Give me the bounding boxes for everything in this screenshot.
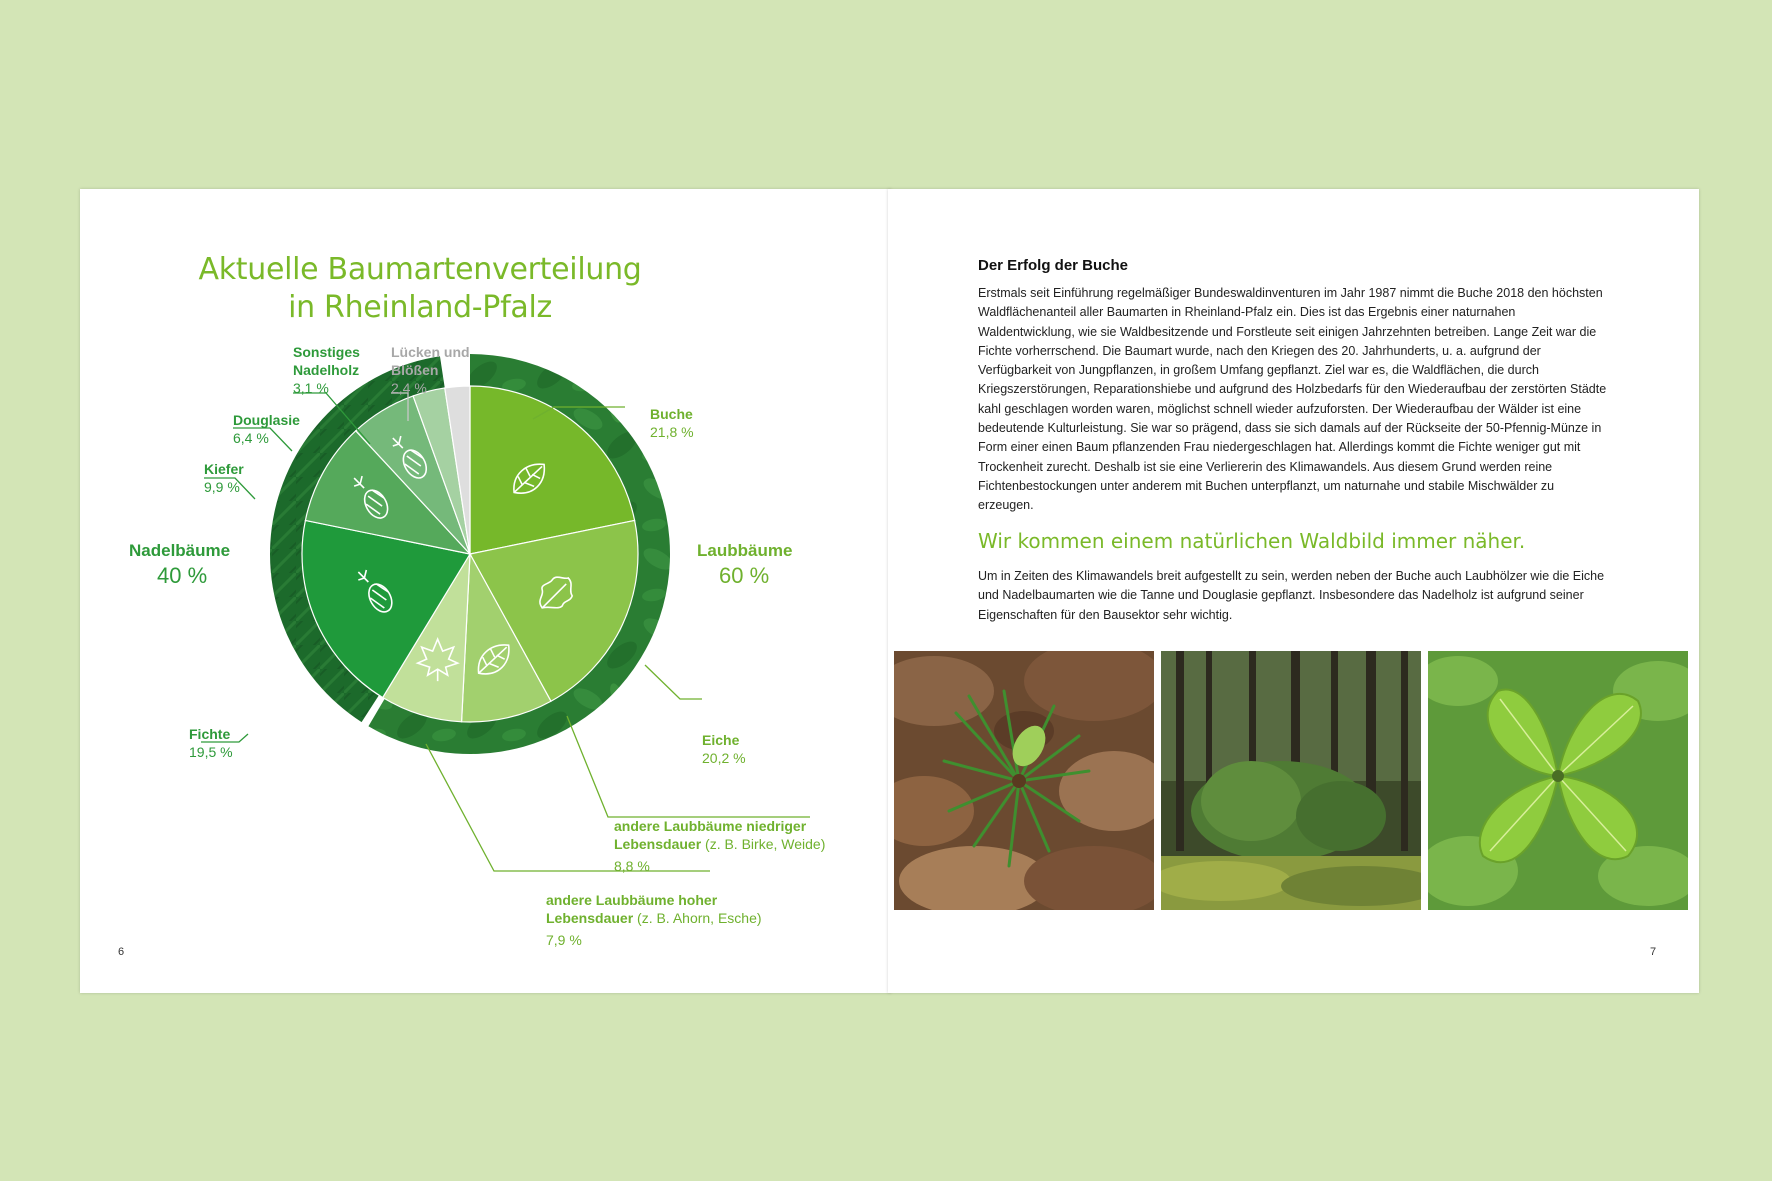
paragraph-1: Erstmals seit Einführung regelmäßiger Bundeswaldinventuren im Jahr 1987 nimmt die Buche 2018 den höchsten Waldflächenanteil aller Baumarten in Rheinland-Pfalz ein. Dies ist das Ergebnis einer naturnahen Waldentwicklung, wie sie Waldbesitzende und Forstleute seit einigen Jahrzehnten betreiben. Lange Zeit war die Fichte vorherrschend. Die Baumart wurde, nach den Kriegen des 20. Jahrhunderts, u. a. aufgrund der Verfügbarkeit von Jungpflanzen, in großem Umfang gepflanzt. Ziel war es, die Waldflächen, die durch Kriegszerstörungen, Reparationshiebe und aufgrund des Holzbedarfs für den Wiederaufbau der zerstörten Städte kahl geschlagen worden waren, möglichst schnell wieder aufzuforsten. Der Wiederaufbau der Wälder ist eine bedeutende Kulturleistung. Sie war so prägend, dass sie sich damals auf der Rückseite der 50-Pfennig-Münze in Form einer einen Baum pflanzenden Frau niedergeschlagen hat. Allerdings kommt die Fichte weniger gut mit Trockenheit zurecht. Deshalb ist sie eine Verliererin des Klimawandels. Aus diesem Grund werden reine Fichtenbestockungen unter anderem mit Buchen unterpflanzt, um naturnahe und stabile Mischwälder zu erzeugen. [978, 286, 1607, 513]
page-number-left: 6 [118, 946, 125, 958]
chart-title-line1: Aktuelle Baumartenverteilung [198, 252, 642, 287]
chart-title-line2: in Rheinland-Pfalz [288, 290, 552, 325]
label-douglasie: Douglasie 6,4 % [233, 412, 300, 446]
label-kiefer: Kiefer 9,9 % [204, 461, 244, 495]
page-number-right: 7 [1650, 946, 1657, 958]
label-andere-laub-niedrig: andere Laubbäume niedriger Lebensdauer (z. B. Birke, Weide) 8,8 % [614, 818, 826, 874]
right-page [888, 189, 1699, 993]
photo-conifer-seedling [894, 651, 1154, 910]
paragraph-2: Um in Zeiten des Klimawandels breit aufgestellt zu sein, werden neben der Buche auch Laubhölzer wie die Eiche und Nadelbaumarten wie die Tanne und Douglasie gepflanzt. Insbesondere das Nadelholz ist aufgrund seiner Eigenschaften für den Bausektor sehr wichtig. [978, 569, 1605, 622]
label-laubbaeume: Laubbäume 60 % [697, 541, 793, 588]
label-luecken-bloessen: Lücken und Blößen 2,4 % [391, 344, 470, 396]
label-eiche: Eiche 20,2 % [702, 732, 746, 766]
section-heading: Der Erfolg der Buche [978, 257, 1129, 274]
subheading: Wir kommen einem natürlichen Waldbild immer näher. [978, 529, 1526, 553]
label-buche: Buche 21,8 % [650, 406, 694, 440]
label-fichte: Fichte 19,5 % [189, 726, 233, 760]
left-page [80, 189, 891, 993]
label-sonstiges-nadelholz: Sonstiges Nadelholz 3,1 % [293, 344, 360, 396]
label-nadelbaeume: Nadelbäume 40 % [129, 541, 231, 588]
label-andere-laub-hoch: andere Laubbäume hoher Lebensdauer (z. B. Ahorn, Esche) 7,9 % [546, 892, 762, 948]
leader-andere-laub-niedrig [567, 716, 810, 817]
photo-forest [1161, 651, 1421, 910]
leader-eiche [645, 665, 702, 699]
photo-oak-seedling [1428, 651, 1688, 910]
